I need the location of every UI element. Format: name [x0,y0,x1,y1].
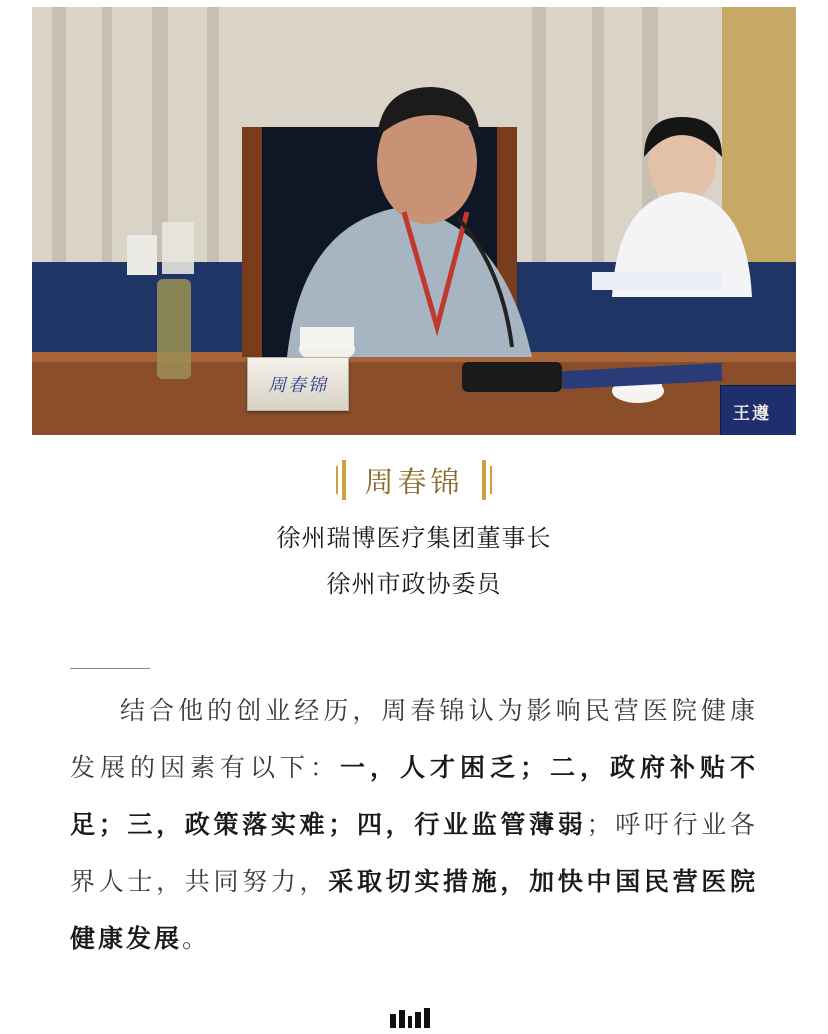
body-seg-1: 结合他的创业经历，周春锦认为影响民营医院健康发展的因素有以下： [70,696,758,782]
nameplate-left: 周春锦 [247,357,349,411]
body-seg-3: ；呼吁行业各界人士，共同努力， [70,810,758,896]
title-line-2: 徐州市政协委员 [326,570,502,598]
nameplate-right: 王遵 [720,385,796,435]
gold-bars-right-icon [482,460,492,500]
name-header [0,455,828,505]
meeting-photo [32,7,796,435]
body-seg-2-bold: 一，人才困乏；二，政府补贴不足；三，政策落实难；四，行业监管薄弱 [70,753,758,839]
divider [70,668,150,669]
person-titles [0,515,828,607]
body-seg-5: 。 [182,924,211,953]
gold-bars-left-icon [336,460,346,500]
person-name: 周春锦 [364,464,464,499]
body-seg-4-bold: 采取切实措施，加快中国民营医院健康发展 [70,867,758,953]
footer-logo-icon [390,1008,438,1028]
meeting-photo-illustration [32,7,796,435]
body-paragraph [70,682,758,967]
title-line-1: 徐州瑞博医疗集团董事长 [276,524,552,552]
